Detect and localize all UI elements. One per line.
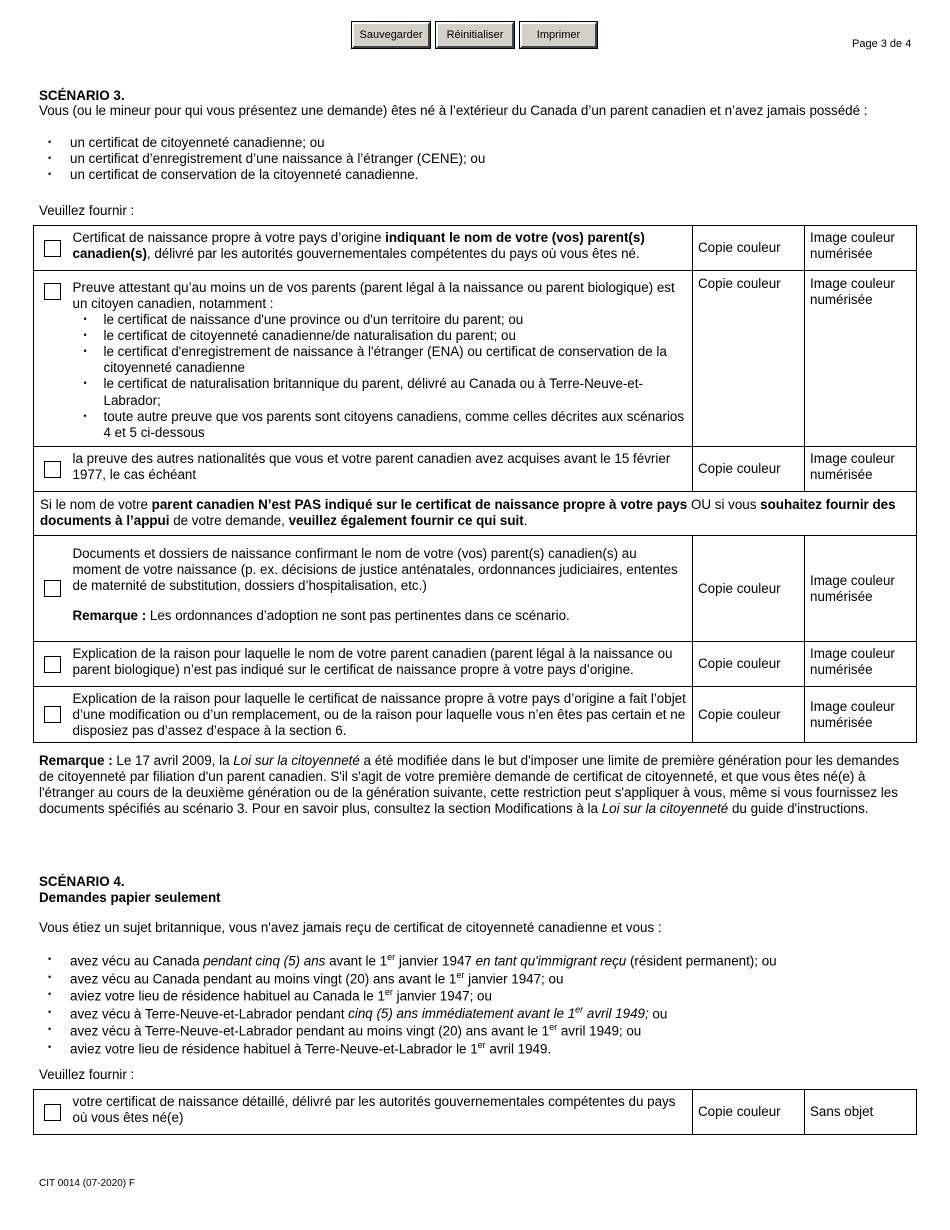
nationalities-checkbox[interactable] [44,461,61,478]
scenario-4-bullets [39,952,909,1057]
row-text: , délivré par les autorités gouvernementales compétentes du pays où vous êtes né. [146,246,640,262]
row-text: Si le nom de votre [40,497,152,512]
row-text: Explication de la raison pour laquelle le certificat de naissance propre à votre pays d’origine a fait l’objet d’une modification ou d’un remplacement, ou de la raison pour laquelle vous n’en êtes pas certain et ne disposiez pas d’assez d’espace à la section 6. [64,687,693,743]
list-item: • aviez votre lieu de résidence habituel à Terre-Neuve-et-Labrador le 1er avril 1949. [39,1040,909,1058]
table-row [34,271,917,447]
row-text-bold: indiquant le nom de votre (vos) parent(s) canadien(s) [72,230,645,262]
image-label: Image couleur numérisée [805,271,917,447]
scenario-3-bullets [39,135,899,183]
row-text: votre certificat de naissance détaillé, délivré par les autorités gouvernementales compétentes du pays où vous êtes né(e) [64,1090,693,1135]
table-row [34,492,917,536]
row-text-bold: veuillez également fournir ce qui suit [288,513,524,529]
note-law: Loi sur la citoyenneté [233,753,360,768]
print-button[interactable]: Imprimer [520,22,597,48]
scenario-3-table [33,225,917,743]
list-item: • le certificat de naissance d'une province ou d'un territoire du parent; ou [73,312,689,328]
scenario-4-table [33,1089,917,1135]
note-text: du guide d'instructions. [728,801,869,817]
table-row [34,642,917,687]
note-text: Le 17 avril 2009, la [112,753,234,768]
scenario-4-intro: Vous étiez un sujet britannique, vous n'avez jamais reçu de certificat de citoyenneté canadienne et vous : [39,920,662,935]
note-label: Remarque : [39,753,113,768]
table-row [34,226,917,271]
reset-button[interactable]: Réinitialiser [436,22,514,48]
copy-label: Copie couleur [693,687,805,743]
image-label: Image couleur numérisée [805,687,917,743]
list-item: • toute autre preuve que vos parents sont citoyens canadiens, comme celles décrites aux scénarios 4 et 5 ci-dessous [73,409,689,441]
span-instruction [34,492,917,536]
scenario-3-provide: Veuillez fournir : [39,203,135,218]
parent-proof-checkbox[interactable] [44,283,61,300]
copy-label: Copie couleur [693,271,805,447]
list-item: • avez vécu à Terre-Neuve-et-Labrador pendant cinq (5) ans immédiatement avant le 1er avril 1949; ou [39,1005,909,1023]
form-code: CIT 0014 (07-2020) F [39,1178,135,1189]
row-text: Certificat de naissance propre à votre pays d’origine [72,230,386,245]
list-item: • aviez votre lieu de résidence habituel au Canada le 1er janvier 1947; ou [39,987,909,1005]
copy-label: Copie couleur [693,1090,805,1135]
page-number: Page 3 de 4 [852,38,912,50]
note-text: a été modifiée dans le but d'imposer une limite de première génération pour les demandes de citoyenneté par filiation d'un parent canadien. S'il s'agit de votre première demande de certificat de citoyenneté, et que vous êtes né(e) à l'étranger au cours de la deuxième génération ou de la génération suivante, cette restriction peut s'appliquer à vous, même si vous fournissez les documents spécifiés au scénario 3. Pour en savoir plus, consultez la section Modifications à la [39,753,900,817]
table-row [34,1090,917,1135]
copy-label: Copie couleur [693,536,805,642]
table-row [34,447,917,492]
row-text-bold: souhaitez fournir des documents à l’appui [40,497,896,529]
copy-label: Copie couleur [693,642,805,687]
row-text: de votre demande, [169,513,289,529]
list-item: • le certificat d'enregistrement de naissance à l'étranger (ENA) ou certificat de conservation de la citoyenneté canadienne [73,344,689,376]
table-row [34,687,917,743]
modification-explanation-checkbox[interactable] [44,706,61,723]
row-text: Documents et dossiers de naissance confirmant le nom de votre (vos) parent(s) canadien(s) au moment de votre naissance (p. ex. décisions de justice anténatales, ordonnances judiciaires, ententes de maternité de substitution, dossiers d’hospitalisation, etc.) [72,546,678,594]
list-item: • le certificat de citoyenneté canadienne/de naturalisation du parent; ou [73,328,689,344]
list-item: • avez vécu à Terre-Neuve-et-Labrador pendant au moins vingt (20) ans avant le 1er avril 1949; ou [39,1022,909,1040]
note-law: Loi sur la citoyenneté [601,801,729,817]
row-text: Les ordonnances d’adoption ne sont pas pertinentes dans ce scénario. [146,608,570,624]
birth-cert-checkbox[interactable] [44,240,61,257]
save-button[interactable]: Sauvegarder [352,22,430,48]
row-text: OU si vous [687,497,761,512]
scenario-4-title: SCÉNARIO 4. [39,874,125,889]
row-text: . [523,513,528,529]
row-text-bold: parent canadien N’est PAS indiqué sur le certificat de naissance propre à votre pays [151,497,688,512]
row-text: la preuve des autres nationalités que vous et votre parent canadien avez acquises avant le 15 février 1977, le cas échéant [64,447,693,492]
image-label: Image couleur numérisée [805,226,917,271]
list-item: • un certificat de citoyenneté canadienne; ou [39,135,899,151]
list-item: • un certificat de conservation de la citoyenneté canadienne. [39,167,899,183]
copy-label: Copie couleur [693,226,805,271]
na-label: Sans objet [805,1090,917,1135]
image-label: Image couleur numérisée [805,536,917,642]
table-row [34,536,917,642]
parent-proof-list [73,312,689,441]
scenario-3-note [39,753,909,817]
detailed-birth-cert-checkbox[interactable] [44,1104,61,1121]
scenario-3-title: SCÉNARIO 3. [39,88,125,103]
list-item: • avez vécu au Canada pendant au moins vingt (20) ans avant le 1er janvier 1947; ou [39,970,909,988]
scenario-4-provide: Veuillez fournir : [39,1067,135,1082]
list-item: • le certificat de naturalisation britannique du parent, délivré au Canada ou à Terre-Neuve-et-Labrador; [73,376,689,408]
image-label: Image couleur numérisée [805,447,917,492]
copy-label: Copie couleur [693,447,805,492]
list-item: • un certificat d’enregistrement d’une naissance à l’étranger (CENE); ou [39,151,899,167]
note-label: Remarque : [72,608,147,624]
list-item: • avez vécu au Canada pendant cinq (5) ans avant le 1er janvier 1947 en tant qu'immigrant reçu (résident permanent); ou [39,952,909,970]
scenario-3-intro: Vous (ou le mineur pour qui vous présentez une demande) êtes né à l’extérieur du Canada d’un parent canadien et n’avez jamais possédé : [39,103,868,118]
row-text: Explication de la raison pour laquelle le nom de votre parent canadien (parent légal à la naissance ou parent biologique) n’est pas indiqué sur le certificat de naissance propre à votre pays d’origine. [64,642,693,687]
scenario-4-subtitle: Demandes papier seulement [39,890,221,905]
row-text: Preuve attestant qu’au moins un de vos parents (parent légal à la naissance ou parent biologique) est un citoyen canadien, notamment : [72,280,675,312]
birth-records-checkbox[interactable] [44,580,61,597]
name-explanation-checkbox[interactable] [44,656,61,673]
image-label: Image couleur numérisée [805,642,917,687]
